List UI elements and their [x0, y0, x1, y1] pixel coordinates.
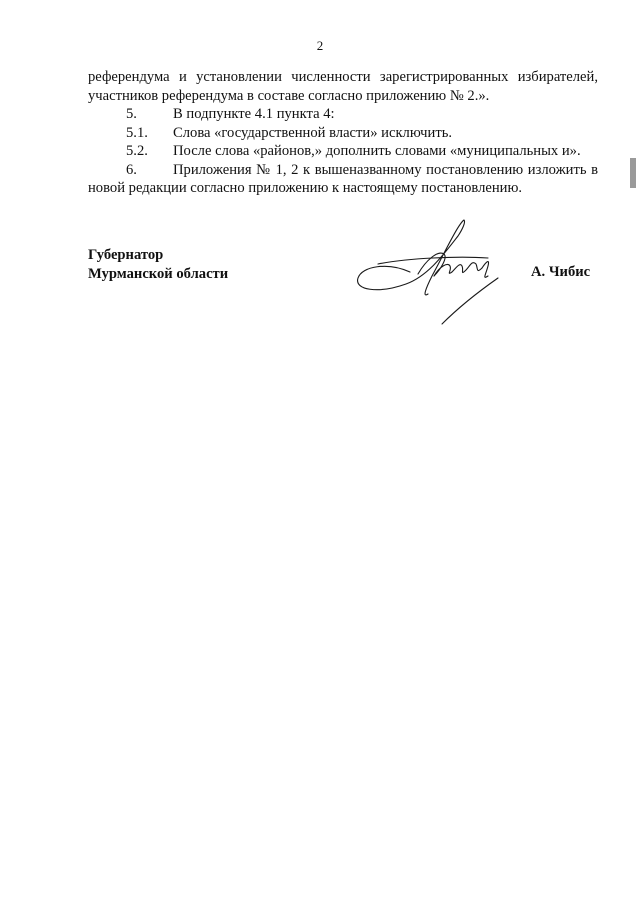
document-body: [88, 68, 598, 198]
paragraph-line: референдума и установлении численности зарегистрированных избирателей,: [88, 69, 598, 85]
signature-stroke: [434, 263, 482, 276]
item-text: Слова «государственной власти» исключить.: [173, 124, 452, 141]
handwritten-signature: [348, 214, 528, 329]
paragraph-line: участников референдума в составе согласно приложению № 2.».: [88, 87, 490, 104]
item-text: Приложения № 1, 2 к вышеназванному постановлению изложить в: [173, 161, 598, 178]
page-number: 2: [316, 38, 324, 53]
position-line: Мурманской области: [88, 266, 229, 282]
item-number: 5.: [126, 106, 137, 122]
position-line: Губернатор: [88, 247, 164, 263]
item-text: В подпункте 4.1 пункта 4:: [173, 106, 335, 122]
signer-name: А. Чибис: [531, 264, 591, 280]
signature-stroke: [442, 278, 498, 324]
scan-edge-mark: [630, 158, 636, 188]
list-item: [88, 142, 598, 161]
list-item: [88, 105, 598, 124]
item-text: После слова «районов,» дополнить словами «муниципальных и».: [173, 143, 581, 159]
list-item: [88, 161, 598, 180]
item-number: 5.2.: [126, 143, 148, 159]
item-number: 6.: [126, 161, 137, 178]
item-number: 5.1.: [126, 124, 148, 141]
signature-stroke: [482, 262, 489, 278]
signatory-position: [88, 246, 228, 284]
paragraph-line: новой редакции согласно приложению к настоящему постановлению.: [88, 180, 523, 196]
list-item: [88, 124, 598, 143]
